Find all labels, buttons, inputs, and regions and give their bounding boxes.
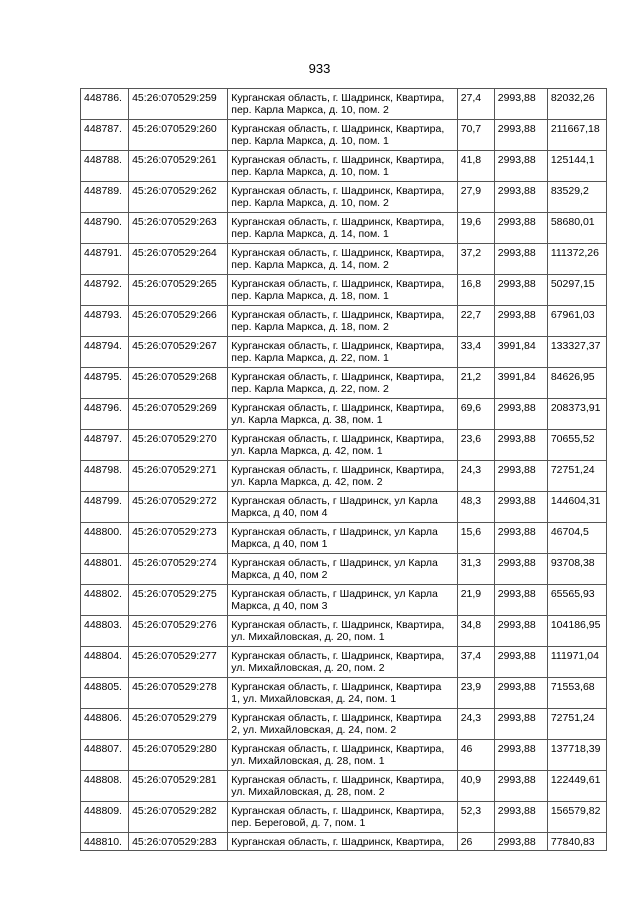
cadastral-value-cell: 208373,91 [547,399,606,430]
address-line-1: Курганская область, г Шадринск, ул Карла [231,495,438,507]
cadastral-value-cell: 71553,68 [547,678,606,709]
row-number-cell: 448804. [81,647,129,678]
row-number-cell: 448798. [81,461,129,492]
table-row [81,244,607,275]
address-cell [228,182,457,213]
cadastral-value-cell: 156579,82 [547,802,606,833]
address-line-2: ул. Михайловская, д. 28, пом. 1 [231,755,385,767]
cadastral-value-cell: 104186,95 [547,616,606,647]
area-cell: 31,3 [457,554,494,585]
cadastral-number-cell: 45:26:070529:262 [129,182,228,213]
address-line-1: Курганская область, г Шадринск, ул Карла [231,588,438,600]
cadastral-value-cell: 58680,01 [547,213,606,244]
area-cell: 48,3 [457,492,494,523]
address-line-1: Курганская область, г. Шадринск, Квартира, [231,650,445,662]
address-line-2: пер. Карла Маркса, д. 10, пом. 1 [231,166,389,178]
address-cell [228,771,457,802]
address-line-2: ул. Михайловская, д. 28, пом. 2 [231,786,385,798]
row-number-cell: 448808. [81,771,129,802]
address-line-1: Курганская область, г. Шадринск, Квартира [231,712,442,724]
cadastral-number-cell: 45:26:070529:268 [129,368,228,399]
rate-cell: 2993,88 [494,523,547,554]
address-cell [228,833,457,851]
address-line-2: ул. Карла Маркса, д. 42, пом. 2 [231,476,383,488]
address-line-1: Курганская область, г. Шадринск, Квартира, [231,340,445,352]
rate-cell: 2993,88 [494,678,547,709]
address-cell [228,89,457,120]
address-line-2: Маркса, д 40, пом 1 [231,538,328,550]
address-cell [228,368,457,399]
address-line-2: ул. Карла Маркса, д. 42, пом. 1 [231,445,383,457]
address-line-2: пер. Карла Маркса, д. 18, пом. 1 [231,290,389,302]
area-cell: 24,3 [457,709,494,740]
cadastral-number-cell: 45:26:070529:279 [129,709,228,740]
row-number-cell: 448799. [81,492,129,523]
rate-cell: 3991,84 [494,368,547,399]
row-number-cell: 448803. [81,616,129,647]
rate-cell: 2993,88 [494,461,547,492]
address-line-1: Курганская область, г. Шадринск, Квартира, [231,619,445,631]
row-number-cell: 448807. [81,740,129,771]
area-cell: 52,3 [457,802,494,833]
address-line-2: пер. Карла Маркса, д. 14, пом. 2 [231,259,389,271]
row-number-cell: 448790. [81,213,129,244]
row-number-cell: 448792. [81,275,129,306]
table-row [81,213,607,244]
cadastral-value-cell: 46704,5 [547,523,606,554]
address-cell [228,461,457,492]
rate-cell: 2993,88 [494,399,547,430]
address-cell [228,616,457,647]
address-cell [228,244,457,275]
address-line-1: Курганская область, г. Шадринск, Квартира, [231,185,445,197]
area-cell: 19,6 [457,213,494,244]
table-row [81,275,607,306]
cadastral-value-cell: 125144,1 [547,151,606,182]
address-cell [228,802,457,833]
cadastral-number-cell: 45:26:070529:276 [129,616,228,647]
cadastral-value-cell: 144604,31 [547,492,606,523]
row-number-cell: 448802. [81,585,129,616]
table-row [81,151,607,182]
area-cell: 23,6 [457,430,494,461]
rate-cell: 2993,88 [494,554,547,585]
table-row [81,616,607,647]
area-cell: 15,6 [457,523,494,554]
row-number-cell: 448787. [81,120,129,151]
cadastral-number-cell: 45:26:070529:283 [129,833,228,851]
cadastral-value-cell: 72751,24 [547,709,606,740]
address-cell [228,275,457,306]
cadastral-value-cell: 65565,93 [547,585,606,616]
address-line-2: пер. Карла Маркса, д. 18, пом. 2 [231,321,389,333]
cadastral-value-cell: 211667,18 [547,120,606,151]
address-line-2: пер. Карла Маркса, д. 22, пом. 2 [231,383,389,395]
cadastral-value-cell: 70655,52 [547,430,606,461]
address-line-1: Курганская область, г. Шадринск, Квартира, [231,774,445,786]
rate-cell: 2993,88 [494,430,547,461]
address-line-1: Курганская область, г. Шадринск, Квартира, [231,743,445,755]
cadastral-number-cell: 45:26:070529:264 [129,244,228,275]
cadastral-value-cell: 72751,24 [547,461,606,492]
table-row [81,585,607,616]
area-cell: 70,7 [457,120,494,151]
area-cell: 26 [457,833,494,851]
cadastral-number-cell: 45:26:070529:281 [129,771,228,802]
cadastral-number-cell: 45:26:070529:271 [129,461,228,492]
cadastral-value-cell: 137718,39 [547,740,606,771]
cadastral-number-cell: 45:26:070529:278 [129,678,228,709]
table-row [81,740,607,771]
address-cell [228,399,457,430]
address-line-1: Курганская область, г. Шадринск, Квартира, [231,836,445,848]
cadastral-number-cell: 45:26:070529:263 [129,213,228,244]
property-registry-table [80,88,607,851]
table-row [81,182,607,213]
address-line-1: Курганская область, г. Шадринск, Квартира, [231,154,445,166]
cadastral-value-cell: 122449,61 [547,771,606,802]
address-line-2: пер. Карла Маркса, д. 10, пом. 1 [231,135,389,147]
table-row [81,771,607,802]
rate-cell: 2993,88 [494,709,547,740]
address-cell [228,337,457,368]
cadastral-number-cell: 45:26:070529:270 [129,430,228,461]
cadastral-number-cell: 45:26:070529:273 [129,523,228,554]
address-line-1: Курганская область, г. Шадринск, Квартира, [231,216,445,228]
row-number-cell: 448801. [81,554,129,585]
area-cell: 40,9 [457,771,494,802]
address-line-2: ул. Михайловская, д. 20, пом. 2 [231,662,385,674]
area-cell: 22,7 [457,306,494,337]
row-number-cell: 448786. [81,89,129,120]
address-cell [228,213,457,244]
cadastral-value-cell: 111971,04 [547,647,606,678]
table-row [81,461,607,492]
row-number-cell: 448796. [81,399,129,430]
address-cell [228,740,457,771]
table-row [81,337,607,368]
address-cell [228,585,457,616]
cadastral-value-cell: 83529,2 [547,182,606,213]
row-number-cell: 448800. [81,523,129,554]
rate-cell: 2993,88 [494,740,547,771]
rate-cell: 2993,88 [494,492,547,523]
cadastral-value-cell: 77840,83 [547,833,606,851]
rate-cell: 2993,88 [494,120,547,151]
cadastral-value-cell: 93708,38 [547,554,606,585]
cadastral-number-cell: 45:26:070529:275 [129,585,228,616]
address-line-1: Курганская область, г. Шадринск, Квартира, [231,123,445,135]
address-line-2: пер. Карла Маркса, д. 10, пом. 2 [231,197,389,209]
table-row [81,709,607,740]
table-row [81,833,607,851]
table-row [81,368,607,399]
address-line-2: Маркса, д 40, пом 4 [231,507,328,519]
address-cell [228,492,457,523]
area-cell: 37,2 [457,244,494,275]
area-cell: 46 [457,740,494,771]
rate-cell: 2993,88 [494,833,547,851]
area-cell: 34,8 [457,616,494,647]
rate-cell: 2993,88 [494,306,547,337]
address-line-1: Курганская область, г. Шадринск, Квартира [231,681,442,693]
cadastral-value-cell: 82032,26 [547,89,606,120]
table-row [81,492,607,523]
address-line-1: Курганская область, г. Шадринск, Квартира, [231,805,445,817]
address-line-2: 2, ул. Михайловская, д. 24, пом. 2 [231,724,397,736]
row-number-cell: 448806. [81,709,129,740]
table-row [81,430,607,461]
row-number-cell: 448791. [81,244,129,275]
area-cell: 37,4 [457,647,494,678]
cadastral-number-cell: 45:26:070529:280 [129,740,228,771]
area-cell: 69,6 [457,399,494,430]
table-row [81,523,607,554]
cadastral-number-cell: 45:26:070529:261 [129,151,228,182]
table-row [81,802,607,833]
row-number-cell: 448788. [81,151,129,182]
table-row [81,306,607,337]
address-cell [228,678,457,709]
cadastral-value-cell: 111372,26 [547,244,606,275]
address-line-1: Курганская область, г. Шадринск, Квартира, [231,278,445,290]
cadastral-number-cell: 45:26:070529:266 [129,306,228,337]
address-line-2: пер. Карла Маркса, д. 14, пом. 1 [231,228,389,240]
table-row [81,678,607,709]
cadastral-number-cell: 45:26:070529:260 [129,120,228,151]
rate-cell: 2993,88 [494,89,547,120]
cadastral-number-cell: 45:26:070529:274 [129,554,228,585]
address-cell [228,306,457,337]
rate-cell: 2993,88 [494,585,547,616]
cadastral-value-cell: 50297,15 [547,275,606,306]
address-cell [228,523,457,554]
address-line-1: Курганская область, г. Шадринск, Квартира, [231,433,445,445]
address-cell [228,151,457,182]
row-number-cell: 448793. [81,306,129,337]
area-cell: 23,9 [457,678,494,709]
address-line-1: Курганская область, г Шадринск, ул Карла [231,526,438,538]
address-line-2: пер. Карла Маркса, д. 22, пом. 1 [231,352,389,364]
row-number-cell: 448797. [81,430,129,461]
rate-cell: 2993,88 [494,213,547,244]
cadastral-value-cell: 84626,95 [547,368,606,399]
cadastral-number-cell: 45:26:070529:267 [129,337,228,368]
area-cell: 27,4 [457,89,494,120]
row-number-cell: 448795. [81,368,129,399]
cadastral-value-cell: 67961,03 [547,306,606,337]
area-cell: 33,4 [457,337,494,368]
table-row [81,89,607,120]
rate-cell: 2993,88 [494,275,547,306]
table-row [81,399,607,430]
address-line-2: ул. Карла Маркса, д. 38, пом. 1 [231,414,383,426]
row-number-cell: 448789. [81,182,129,213]
cadastral-number-cell: 45:26:070529:272 [129,492,228,523]
registry-table-body [81,89,607,851]
cadastral-number-cell: 45:26:070529:259 [129,89,228,120]
address-line-1: Курганская область, г. Шадринск, Квартира, [231,464,445,476]
address-cell [228,647,457,678]
row-number-cell: 448809. [81,802,129,833]
area-cell: 21,9 [457,585,494,616]
address-line-1: Курганская область, г. Шадринск, Квартира, [231,402,445,414]
table-row [81,554,607,585]
page-number: 933 [308,61,331,76]
address-line-1: Курганская область, г Шадринск, ул Карла [231,557,438,569]
cadastral-number-cell: 45:26:070529:269 [129,399,228,430]
address-line-2: Маркса, д 40, пом 2 [231,569,328,581]
area-cell: 41,8 [457,151,494,182]
row-number-cell: 448794. [81,337,129,368]
address-line-2: пер. Карла Маркса, д. 10, пом. 2 [231,104,389,116]
rate-cell: 2993,88 [494,802,547,833]
table-row [81,647,607,678]
cadastral-number-cell: 45:26:070529:277 [129,647,228,678]
address-line-1: Курганская область, г. Шадринск, Квартира, [231,309,445,321]
area-cell: 16,8 [457,275,494,306]
table-row [81,120,607,151]
address-cell [228,709,457,740]
rate-cell: 2993,88 [494,244,547,275]
rate-cell: 2993,88 [494,771,547,802]
address-line-2: 1, ул. Михайловская, д. 24, пом. 1 [231,693,397,705]
area-cell: 21,2 [457,368,494,399]
rate-cell: 2993,88 [494,182,547,213]
area-cell: 27,9 [457,182,494,213]
address-line-2: ул. Михайловская, д. 20, пом. 1 [231,631,385,643]
cadastral-value-cell: 133327,37 [547,337,606,368]
address-cell [228,430,457,461]
address-line-2: Маркса, д 40, пом 3 [231,600,328,612]
cadastral-number-cell: 45:26:070529:265 [129,275,228,306]
address-cell [228,554,457,585]
area-cell: 24,3 [457,461,494,492]
row-number-cell: 448810. [81,833,129,851]
address-line-1: Курганская область, г. Шадринск, Квартира, [231,247,445,259]
rate-cell: 3991,84 [494,337,547,368]
address-line-1: Курганская область, г. Шадринск, Квартира, [231,371,445,383]
address-line-2: пер. Береговой, д. 7, пом. 1 [231,817,366,829]
row-number-cell: 448805. [81,678,129,709]
address-line-1: Курганская область, г. Шадринск, Квартира, [231,92,445,104]
rate-cell: 2993,88 [494,616,547,647]
rate-cell: 2993,88 [494,151,547,182]
rate-cell: 2993,88 [494,647,547,678]
address-cell [228,120,457,151]
cadastral-number-cell: 45:26:070529:282 [129,802,228,833]
